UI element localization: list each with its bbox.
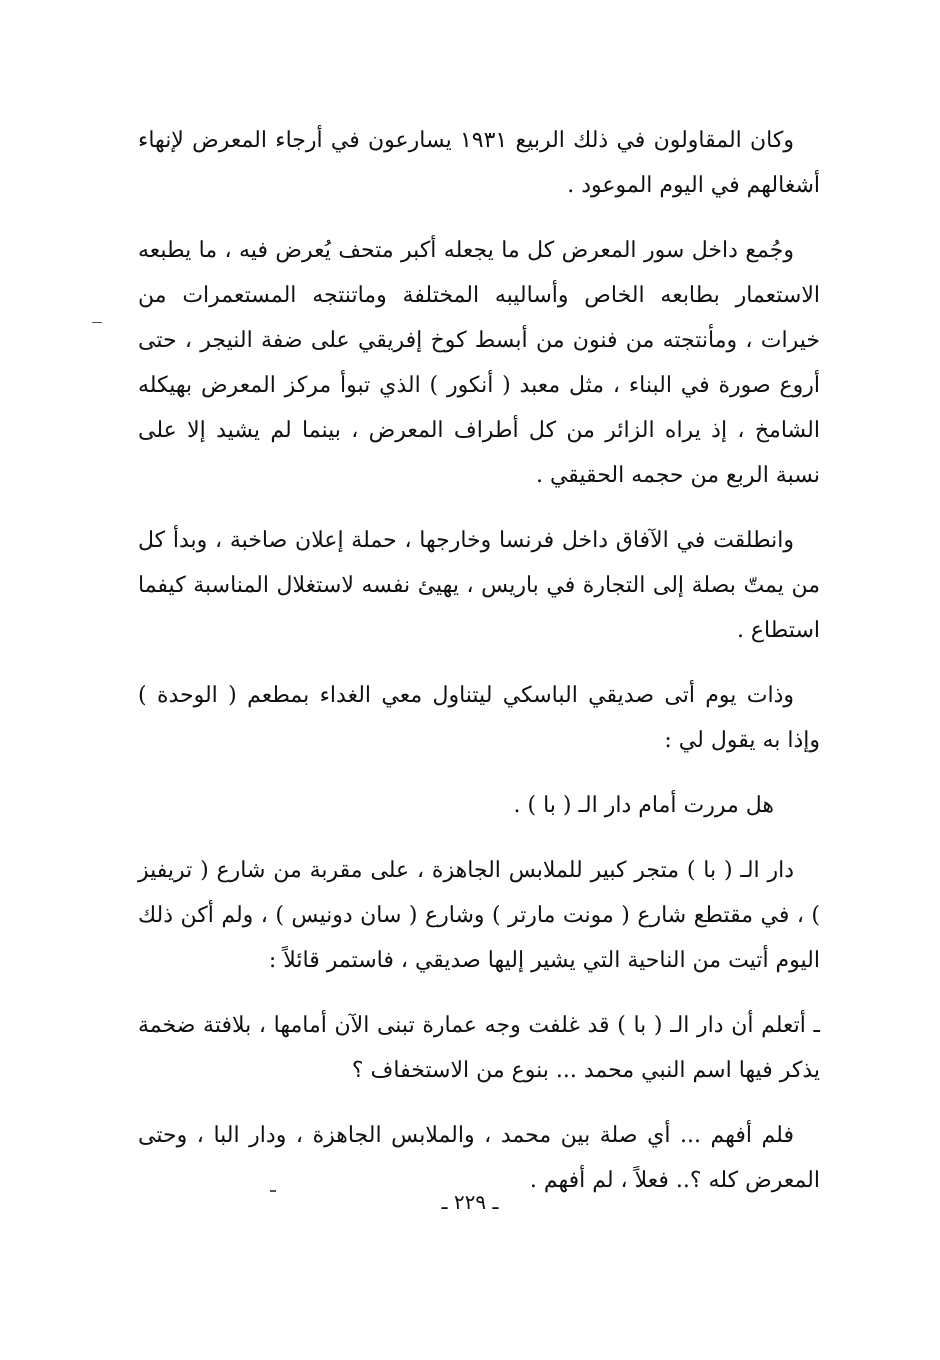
paragraph-6: دار الـ ( با ) متجر كبير للملابس الجاهزة ، على مقربة من شارع ( تريفيز ) ، في مقتطع شارع ( مونت مارتر ) وشارع ( سان دونيس ) ، ولم أكن ذلك اليوم أتيت من الناحية التي يشير إليها صديقي ، فاستمر قائلاً : [138,858,820,973]
page-number: ـ ٢٢٩ ـ [441,1190,499,1214]
paragraph-2: وجُمع داخل سور المعرض كل ما يجعله أكبر متحف يُعرض فيه ، ما يطبعه الاستعمار بطابعه الخاص وأساليبه المختلفة وماتنتجه المستعمرات من خيرات ، ومأنتجته من فنون من أبسط كوخ إفريقي على ضفة النيجر ، حتى أروع صورة في البناء ، مثل معبد ( أنكور ) الذي تبوأ مركز المعرض بهيكله الشامخ ، إذ يراه الزائر من كل أطراف المعرض ، بينما لم يشيد إلا على نسبة الربع من حجمه الحقيقي . [138,238,820,488]
paragraph-3: وانطلقت في الآفاق داخل فرنسا وخارجها ، حملة إعلان صاخبة ، وبدأ كل من يمتّ بصلة إلى التجارة في باريس ، يهيئ نفسه لاستغلال المناسبة كيفما استطاع . [138,528,820,643]
paragraph-5-dialogue: هل مررت أمام دار الـ ( با ) . [513,793,774,818]
margin-mark [92,322,102,323]
body-text [138,118,820,1223]
paragraph-4: وذات يوم أتى صديقي الباسكي ليتناول معي الغداء بمطعم ( الوحدة ) وإذا به يقول لي : [138,683,820,753]
paragraph-1: وكان المقاولون في ذلك الربيع ١٩٣١ يسارعون في أرجاء المعرض لإنهاء أشغالهم في اليوم الموعود . [138,128,820,198]
paragraph-7-dialogue: ـ أتعلم أن دار الـ ( با ) قد غلفت وجه عمارة تبنى الآن أمامها ، بلافتة ضخمة يذكر فيها اسم النبي محمد ... بنوع من الاستخفاف ؟ [138,1013,820,1083]
paragraph-8: فلم أفهم ... أي صلة بين محمد ، والملابس الجاهزة ، ودار البا ، وحتى المعرض كله ؟.. فعلاً ، لم أفهم . [138,1123,820,1193]
